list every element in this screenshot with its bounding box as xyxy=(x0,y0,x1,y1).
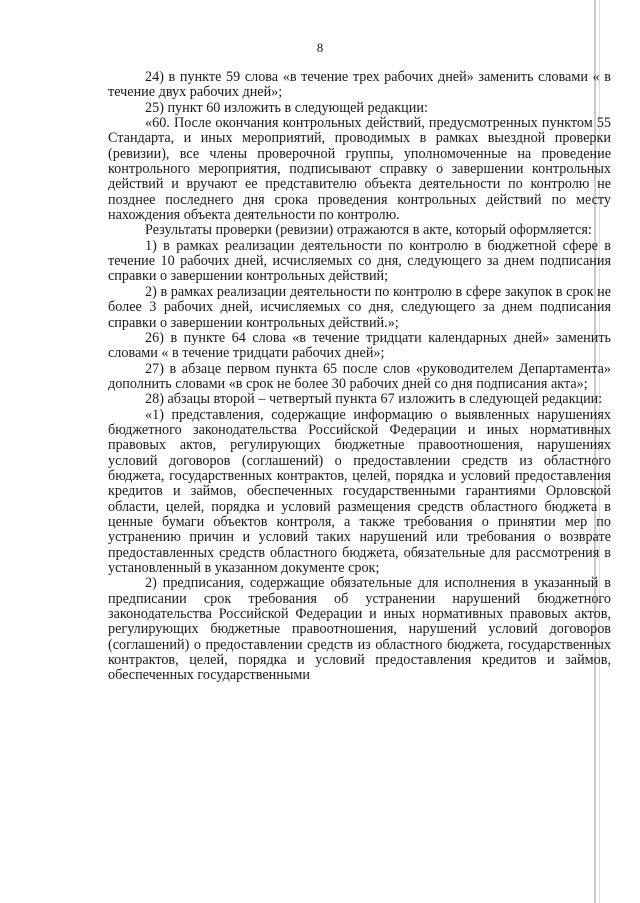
paragraph-prescriptions: 2) предписания, содержащие обязательные для исполнения в указанный в предписании срок требования об устранении нарушений бюджетного законодательства Российской Федерации и иных нормативных правовых актов, регулирующих бюджетные правоотношения, нарушений условий договоров (соглашений) о предоставлении средств из областного бюджета, государственных контрактов, целей, порядка и условий предоставления кредитов и займов, обеспеченных государственными xyxy=(108,575,611,684)
paragraph-results-act: Результаты проверки (ревизии) отражаются в акте, который оформляется: xyxy=(145,222,592,239)
page-number: 8 xyxy=(316,40,324,55)
paragraph-subitem-2: 2) в рамках реализации деятельности по контролю в сфере закупок в срок не более 3 рабочих дней, исчисляемых со дня, следующего за днем подписания справки о завершении контрольных действий.»; xyxy=(108,283,611,331)
paragraph-item-27: 27) в абзаце первом пункта 65 после слов «руководителем Департамента» дополнить словами «в срок не более 30 рабочих дней со дня подписания акта»; xyxy=(108,360,611,392)
paragraph-subitem-1: 1) в рамках реализации деятельности по контролю в бюджетной сфере в течение 10 рабочих дней, исчисляемых со дня, следующего за днем подписания справки о завершении контрольных действий; xyxy=(108,237,611,285)
paragraph-point-60: «60. После окончания контрольных действий, предусмотренных пунктом 55 Стандарта, и иных мероприятий, проводимых в рамках выездной проверки (ревизии), все члены проверочной группы, уполномоченные на проведение контрольного мероприятия, подписывают справку о завершении контрольных действий и вручают ее представителю объекта деятельности по контролю не позднее последнего дня срока проведения контрольных действий по месту нахождения объекта деятельности по контролю. xyxy=(108,115,611,224)
paragraph-item-28: 28) абзацы второй – четвертый пункта 67 изложить в следующей редакции: xyxy=(145,391,603,408)
paragraph-representations: «1) представления, содержащие информацию о выявленных нарушениях бюджетного законодательства Российской Федерации и иных нормативных правовых актов, регулирующих бюджетные правоотношения, нарушениях условий договоров (соглашений) о предоставлении средств из областного бюджета, государственных контрактов, целей, порядка и условий предоставления кредитов и займов, обеспеченных государственными гарантиями Орловской области, целей, порядка и условий размещения средств областного бюджета в ценные бумаги объектов контроля, а также требования о принятии мер по устранению причин и условий таких нарушений или требования о возврате предоставленных средств областного бюджета, обязательные для рассмотрения в установленный в указанном документе срок; xyxy=(108,406,611,576)
paragraph-item-26: 26) в пункте 64 слова «в течение тридцати календарных дней» заменить словами « в течение тридцати рабочих дней»; xyxy=(108,329,611,362)
document-body xyxy=(108,70,611,684)
paragraph-item-25: 25) пункт 60 изложить в следующей редакции: xyxy=(145,99,428,116)
paragraph-item-24: 24) в пункте 59 слова «в течение трех рабочих дней» заменить словами « в течение двух рабочих дней»; xyxy=(108,69,611,101)
